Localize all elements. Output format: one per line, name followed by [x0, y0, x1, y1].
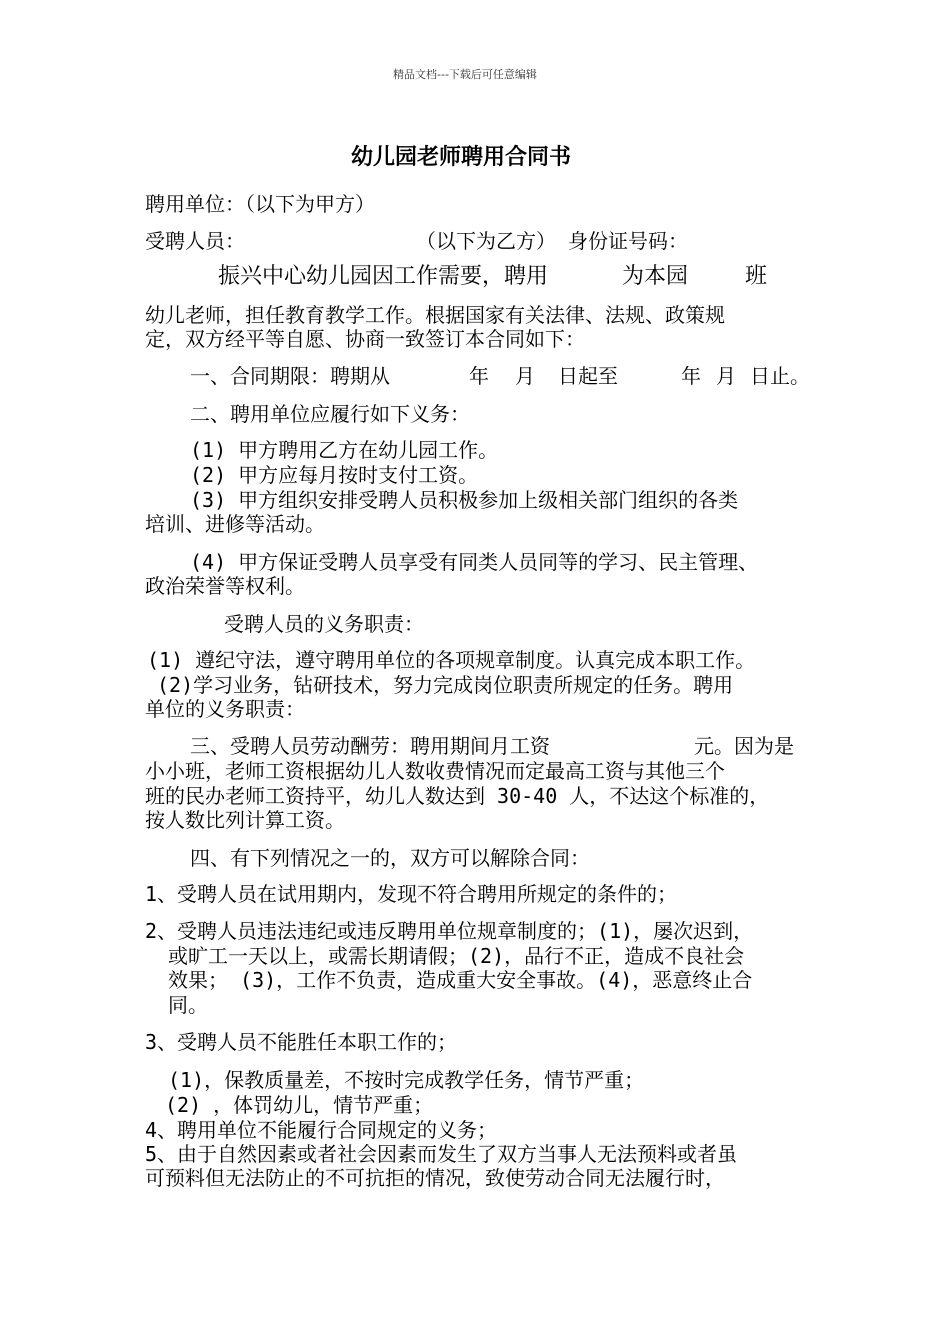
- document-header: 精品文档---下载后可任意编辑: [393, 68, 537, 81]
- term-year-1: 年: [469, 364, 489, 388]
- employee-duty-2: (2)学习业务，钻研技术，努力完成岗位职责所规定的任务。聘用: [157, 673, 734, 697]
- document-title: 幼儿园老师聘用合同书: [351, 145, 572, 170]
- termination-4: 4、聘用单位不能履行合同规定的义务；: [145, 1118, 498, 1142]
- section-2-heading: 二、聘用单位应履行如下义务：: [190, 402, 470, 426]
- intro-line-1a: 振兴中心幼儿园因工作需要，聘用: [218, 264, 549, 289]
- term-month-2: 月: [716, 364, 736, 388]
- intro-line-1c: 班: [745, 264, 768, 289]
- employer-duty-4-cont: 政治荣誉等权利。: [145, 574, 305, 598]
- intro-line-3: 定，双方经平等自愿、协商一致签订本合同如下：: [145, 327, 585, 351]
- employer-line: 聘用单位：（以下为甲方）: [145, 192, 375, 216]
- termination-2-cont-2: 效果； (3)，工作不负责，造成重大安全事故。(4)，恶意终止合: [168, 968, 753, 992]
- employer-duty-2: (2) 甲方应每月按时支付工资。: [190, 463, 479, 487]
- intro-line-1b: 为本园: [622, 264, 689, 289]
- employer-duty-1: (1) 甲方聘用乙方在幼儿园工作。: [190, 438, 499, 462]
- salary-line-2: 小小班，老师工资根据幼儿人数收费情况而定最高工资与其他三个: [145, 759, 725, 783]
- intro-line-2: 幼儿老师，担任教育教学工作。根据国家有关法律、法规、政策规: [145, 303, 725, 327]
- employee-duty-heading: 受聘人员的义务职责：: [224, 612, 424, 636]
- section-4-heading: 四、有下列情况之一的，双方可以解除合同：: [190, 846, 590, 870]
- employer-duty-3-cont: 培训、进修等活动。: [145, 512, 325, 536]
- termination-3: 3、受聘人员不能胜任本职工作的；: [145, 1030, 458, 1054]
- salary-line-1b: 元。因为是: [694, 734, 794, 758]
- termination-2-cont-1: 或旷工一天以上，或需长期请假；(2)，品行不正，造成不良社会: [168, 944, 745, 968]
- employee-duty-2-cont: 单位的义务职责：: [145, 697, 305, 721]
- salary-line-1a: 三、受聘人员劳动酬劳：聘用期间月工资: [190, 734, 550, 758]
- termination-2-cont-3: 同。: [168, 993, 208, 1017]
- termination-5-cont: 可预料但无法防止的不可抗拒的情况，致使劳动合同无法履行时，: [145, 1166, 725, 1190]
- term-year-2: 年: [681, 364, 701, 388]
- termination-1: 1、受聘人员在试用期内，发现不符合聘用所规定的条件的；: [145, 882, 678, 906]
- salary-line-3: 班的民办老师工资持平，幼儿人数达到 30-40 人，不达这个标准的，: [145, 784, 770, 808]
- termination-2: 2、受聘人员违法违纪或违反聘用单位规章制度的；(1)，屡次迟到，: [145, 919, 754, 943]
- salary-line-4: 按人数比列计算工资。: [145, 808, 345, 832]
- employer-duty-4: (4) 甲方保证受聘人员享受有同类人员同等的学习、民主管理、: [190, 550, 759, 574]
- termination-3-sub-2: (2) ，体罚幼儿，情节严重；: [165, 1093, 434, 1117]
- employer-duty-3: (3) 甲方组织安排受聘人员积极参加上级相关部门组织的各类: [190, 488, 739, 512]
- term-month-1: 月: [515, 364, 535, 388]
- term-day-end: 日止。: [750, 364, 810, 388]
- party-b-id-label: （以下为乙方） 身份证号码：: [416, 229, 689, 253]
- term-label: 一、合同期限：聘期从: [190, 364, 390, 388]
- term-day-to: 日起至: [558, 364, 618, 388]
- termination-3-sub-1: (1)，保教质量差，不按时完成教学任务，情节严重；: [168, 1068, 645, 1092]
- employee-label: 受聘人员：: [145, 229, 245, 253]
- employee-duty-1: (1) 遵纪守法，遵守聘用单位的各项规章制度。认真完成本职工作。: [147, 648, 756, 672]
- termination-5: 5、由于自然因素或者社会因素而发生了双方当事人无法预料或者虽: [145, 1142, 738, 1166]
